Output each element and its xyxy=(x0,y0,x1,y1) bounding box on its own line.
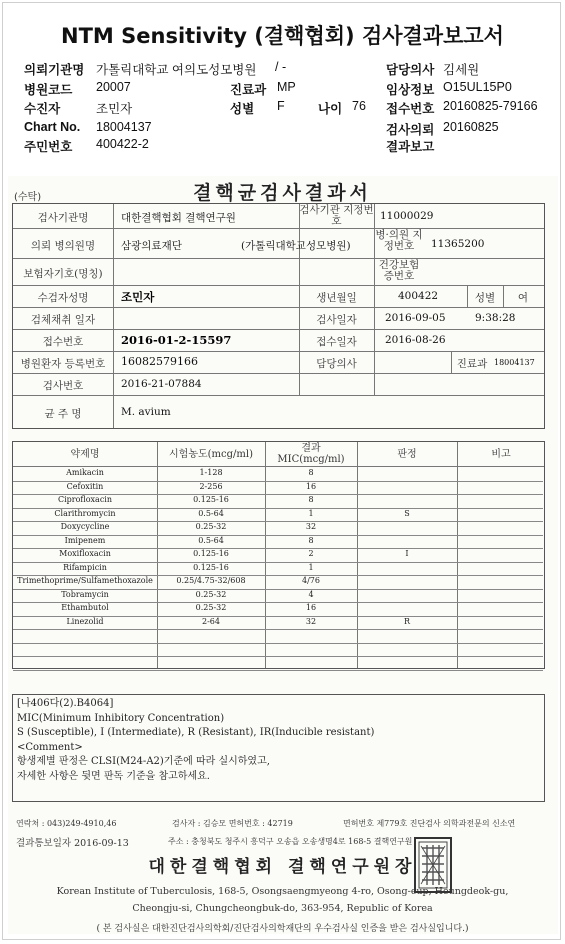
sex-value-scan: 여 xyxy=(517,292,529,304)
contact-phone: 연락처 : 043)249-4910,46 xyxy=(16,819,117,828)
requesting-org-label: 의뢰기관명 xyxy=(24,63,85,77)
notes-comment-2: 자세한 사항은 뒷면 판독 기준을 참고하세요. xyxy=(17,770,210,782)
table-row xyxy=(13,494,543,509)
test-range: 0.125-16 xyxy=(193,562,229,572)
susceptibility-table xyxy=(12,441,545,669)
test-org-label: 검사기관명 xyxy=(37,212,89,224)
chart-no-label: Chart No. xyxy=(24,120,81,134)
mic-value: 8 xyxy=(308,495,314,504)
notes-box xyxy=(12,694,545,802)
test-range: 0.125-16 xyxy=(193,549,229,558)
drug-name: Trimethoprime/Sulfamethoxazole xyxy=(17,576,153,585)
drug-name: Linezolid xyxy=(66,616,104,626)
organism-value: M. avium xyxy=(121,406,171,418)
drug-name: Ethambutol xyxy=(61,603,109,612)
organism-label: 균 주 명 xyxy=(44,408,82,420)
certification-note: ( 본 검사실은 대한진단검사의학회/진단검사의학재단의 우수검사실 인증을 받은 검사실입니다.) xyxy=(96,924,469,934)
table-row xyxy=(13,656,543,671)
mic-value: 16 xyxy=(305,603,317,612)
interpretation: S xyxy=(404,508,410,518)
table-row xyxy=(13,575,543,590)
drug-name: Doxycycline xyxy=(60,522,110,531)
test-range: 2-64 xyxy=(202,616,220,626)
table-row xyxy=(13,467,543,482)
mic-value: 1 xyxy=(308,562,314,572)
table-row xyxy=(13,535,543,550)
official-seal xyxy=(413,836,453,894)
test-range: 0.25-32 xyxy=(195,589,227,599)
drug-name: Moxifloxacin xyxy=(59,549,111,558)
scanned-report-title: 결핵균검사결과서 xyxy=(193,182,372,204)
request-date-label: 검사의뢰 xyxy=(386,123,435,137)
accession-no-label: 접수번호 xyxy=(42,336,84,348)
col-drug: 약제명 xyxy=(70,449,100,460)
collector-name-value: 조민자 xyxy=(121,290,155,304)
table-row xyxy=(13,643,543,658)
table-row xyxy=(13,481,543,496)
test-date-value: 2016-09-05 xyxy=(385,312,446,324)
department-value: MP xyxy=(277,80,296,94)
receipt-date-value: 2016-08-26 xyxy=(385,334,446,346)
resident-no-value: 400422-2 xyxy=(96,137,149,151)
institute-english-2: Cheongju-si, Chungcheongbuk-do, 363-954, Republic of Korea xyxy=(132,903,433,914)
department-label: 진료과 xyxy=(230,83,267,97)
collector-value: 조민자 xyxy=(96,102,133,116)
department-label-scan: 진료과 xyxy=(456,358,488,370)
table-row xyxy=(13,616,543,631)
mic-value: 8 xyxy=(308,468,314,477)
hospital-code-value: 20007 xyxy=(96,80,131,94)
specimen-collection-date-label: 검체채취 일자 xyxy=(30,314,96,326)
drug-name: Ciprofloxacin xyxy=(57,495,113,504)
age-label: 나이 xyxy=(318,102,343,116)
institute-english-1: Korean Institute of Tuberculosis, 168-5, Osongsaengmyeong 4-ro, Osong-eup, Heungdeok-gu, xyxy=(56,886,509,897)
doctor-label: 담당의사 xyxy=(386,63,435,77)
requesting-org-value: 가톨릭대학교 여의도성모병원 xyxy=(96,63,257,77)
test-time-value: 9:38:28 xyxy=(475,312,516,324)
clinical-info-label: 임상정보 xyxy=(386,83,435,97)
drug-name: Tobramycin xyxy=(61,589,109,599)
table-row xyxy=(13,589,543,604)
sex-label-scan: 성별 xyxy=(474,292,496,304)
patient-info-table xyxy=(12,203,545,429)
receipt-date-label: 접수일자 xyxy=(316,336,357,348)
clinical-info-value: O15UL15P0 xyxy=(443,80,512,94)
sex-label: 성별 xyxy=(230,102,255,116)
tester-license: 검사자 : 김승모 면허번호 : 42719 xyxy=(172,819,293,828)
test-org-value: 대한결핵협회 결핵연구원 xyxy=(121,212,236,224)
table-row xyxy=(13,508,543,523)
drug-name: Cefoxitin xyxy=(66,481,104,491)
mic-value: 32 xyxy=(305,522,317,531)
notes-comment-1: 항생제별 판정은 CLSI(M24-A2)기준에 따라 실시하였고, xyxy=(17,756,270,767)
table-row xyxy=(13,602,543,617)
attending-doctor-label: 담당의사 xyxy=(316,358,357,370)
col-mic: 결과 MIC(mcg/ml) xyxy=(277,443,345,465)
test-range: 0.125-16 xyxy=(193,495,229,504)
form-tag: (수탁) xyxy=(14,192,42,203)
chart-no-value: 18004137 xyxy=(96,120,152,134)
drug-name: Amikacin xyxy=(66,468,104,477)
hospital-reg-no-value: 16082579166 xyxy=(121,355,198,368)
drug-name: Imipenem xyxy=(64,535,106,545)
mic-value: 1 xyxy=(308,508,314,518)
insured-symbol-label: 보험자기호(명칭) xyxy=(23,268,103,280)
mic-value: 16 xyxy=(305,481,317,491)
mic-value: 4 xyxy=(308,589,314,599)
age-value: 76 xyxy=(352,99,366,113)
notes-code: [나406다(2).B4064] xyxy=(17,698,114,709)
birth-date-value: 400422 xyxy=(398,290,439,302)
mic-value: 4/76 xyxy=(302,576,320,585)
report-date: 결과통보일자 2016-09-13 xyxy=(16,838,129,849)
test-no-label: 검사번호 xyxy=(42,380,84,392)
table-row xyxy=(13,521,543,536)
col-remarks: 비고 xyxy=(491,449,511,460)
collector-label: 수진자 xyxy=(24,102,61,116)
notes-legend: S (Susceptible), I (Intermediate), R (Resistant), IR(Inducible resistant) xyxy=(17,727,375,738)
hospital-code-label: 병원코드 xyxy=(24,83,73,97)
doctor-value: 김세원 xyxy=(443,63,480,77)
mic-value: 32 xyxy=(305,616,317,626)
test-range: 1-128 xyxy=(199,468,223,477)
col-concentration: 시험농도(mcg/ml) xyxy=(169,449,253,460)
mic-value: 2 xyxy=(308,549,314,558)
col-interpretation: 판정 xyxy=(397,449,417,460)
institute-name: 대한결핵협회 결핵연구원장 xyxy=(148,857,417,877)
requesting-hospital-label: 의뢰 병의원명 xyxy=(30,240,96,252)
sex-value: F xyxy=(277,99,285,113)
result-report-label: 결과보고 xyxy=(386,140,435,154)
clinic-no-label: 병·의원 지정번호 xyxy=(375,229,423,252)
designated-no-label: 검사기관 지정번호 xyxy=(299,204,374,227)
department-value-scan: 18004137 xyxy=(494,358,535,367)
interpretation: I xyxy=(405,549,409,558)
designated-no-value: 11000029 xyxy=(380,210,434,222)
test-range: 0.25-32 xyxy=(195,603,227,612)
test-range: 2-256 xyxy=(199,481,223,491)
requesting-hospital-sub: (가톨릭대학교성모병원) xyxy=(241,240,351,252)
mic-value: 8 xyxy=(308,535,314,545)
receipt-no-value: 20160825-79166 xyxy=(443,99,538,113)
interpretation: R xyxy=(403,616,411,626)
notes-comment-label: <Comment> xyxy=(17,741,83,753)
test-range: 0.5-64 xyxy=(198,508,224,518)
notes-mic: MIC(Minimum Inhibitory Concentration) xyxy=(17,712,225,724)
physician-license: 면허번호 제779호 진단검사 의학과전문의 신소연 xyxy=(343,819,516,828)
table-row xyxy=(13,548,543,563)
request-date-value: 20160825 xyxy=(443,120,499,134)
receipt-no-label: 접수번호 xyxy=(386,102,435,116)
test-range: 0.5-64 xyxy=(198,535,224,545)
hospital-reg-no-label: 병원환자 등록번호 xyxy=(20,358,106,370)
address: 주소 : 충청북도 청주시 흥덕구 오송읍 오송생명4로 168-5 결핵연구원 xyxy=(168,837,413,846)
clinic-no-value: 11365200 xyxy=(431,238,485,250)
collector-name-label: 수검자성명 xyxy=(37,292,89,304)
resident-no-label: 주민번호 xyxy=(24,140,73,154)
table-row xyxy=(13,629,543,644)
requesting-org-extra: / - xyxy=(275,60,287,74)
birth-date-label: 생년월일 xyxy=(316,292,357,304)
table-row xyxy=(13,562,543,577)
drug-name: Clarithromycin xyxy=(54,508,116,518)
drug-name: Rifampicin xyxy=(63,562,107,572)
test-range: 0.25-32 xyxy=(195,522,227,531)
report-title: NTM Sensitivity (결핵협회) 검사결과보고서 xyxy=(61,24,504,48)
test-range: 0.25/4.75-32/608 xyxy=(176,576,246,585)
test-no-value: 2016-21-07884 xyxy=(121,378,202,390)
requesting-hospital-value: 삼광의료재단 xyxy=(121,240,182,252)
accession-no-value: 2016-01-2-15597 xyxy=(121,333,232,347)
health-insurance-label: 건강보험 증번호 xyxy=(378,259,420,282)
test-date-label: 검사일자 xyxy=(316,314,357,326)
